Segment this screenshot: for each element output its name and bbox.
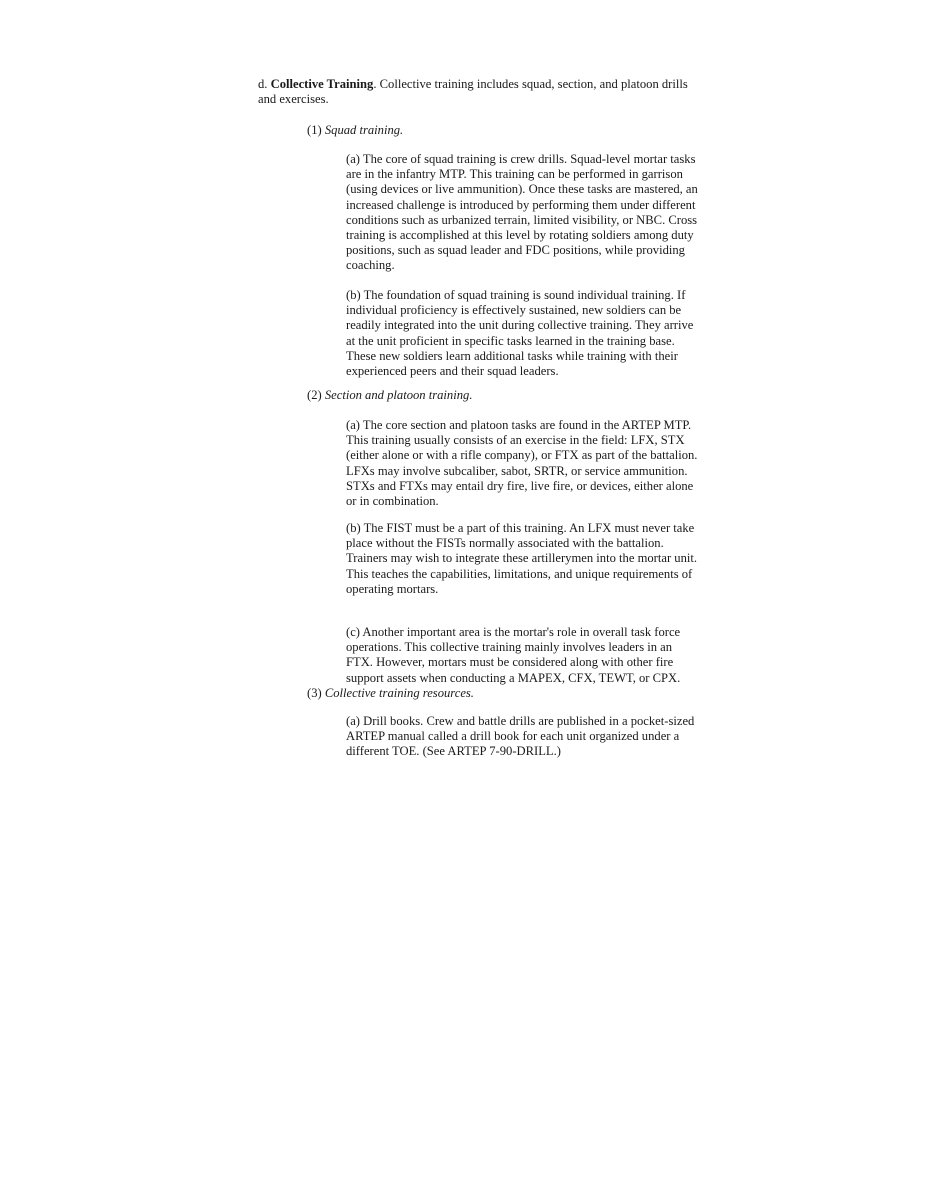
section-number: (1) <box>307 123 322 137</box>
section-title: Collective training resources. <box>324 686 474 700</box>
section-2-paragraph-c: (c) Another important area is the mortar's role in overall task force operations. This collective training mainly involves leaders in an FTX. However, mortars must be considered along with other fire support assets when conducting a MAPEX, CFX, TEWT, or CPX. <box>346 625 681 685</box>
section-title: Section and platoon training. <box>324 388 473 402</box>
section-2-paragraph-b: (b) The FIST must be a part of this training. An LFX must never take place without the FISTs normally associated with the battalion. Trainers may wish to integrate these artillerymen into the mortar unit. This teaches the capabilities, limitations, and unique requirements of operating mortars. <box>346 521 698 596</box>
section-3-heading <box>307 686 697 701</box>
intro-text: . Collective training includes squad, section, and platoon drills and exercises. <box>258 77 688 107</box>
section-number: (2) <box>307 388 322 402</box>
intro-prefix: d. <box>258 77 268 91</box>
intro-paragraph <box>258 77 698 107</box>
section-1-heading <box>307 123 697 138</box>
section-2-paragraph-a: (a) The core section and platoon tasks are found in the ARTEP MTP. This training usually consists of an exercise in the field: LFX, STX (either alone or with a rifle company), or FTX as part of the battalion. LFXs may involve subcaliber, sabot, SRTR, or service ammunition. STXs and FTXs may entail dry fire, live fire, or devices, either alone or in combination. <box>346 418 698 509</box>
section-2-heading <box>307 388 697 403</box>
intro-lead: Collective Training <box>270 77 374 91</box>
section-1-paragraph-b: (b) The foundation of squad training is sound individual training. If individual proficiency is effectively sustained, new soldiers can be readily integrated into the unit during collective training. They arrive at the unit proficient in specific tasks learned in the training base. These new soldiers learn additional tasks while training with their experienced peers and their squad leaders. <box>346 288 694 379</box>
section-3-paragraph-a: (a) Drill books. Crew and battle drills are published in a pocket-sized ARTEP manual called a drill book for each unit organized under a different TOE. (See ARTEP 7-90-DRILL.) <box>346 714 695 759</box>
section-number: (3) <box>307 686 322 700</box>
section-title: Squad training. <box>324 123 404 137</box>
section-1-paragraph-a: (a) The core of squad training is crew drills. Squad-level mortar tasks are in the infantry MTP. This training can be performed in garrison (using devices or live ammunition). Once these tasks are mastered, an increased challenge is introduced by performing them under different conditions such as urbanized terrain, limited visibility, or NBC. Cross training is accomplished at this level by rotating soldiers among duty positions, such as squad leader and FDC positions, while providing coaching. <box>346 152 698 273</box>
